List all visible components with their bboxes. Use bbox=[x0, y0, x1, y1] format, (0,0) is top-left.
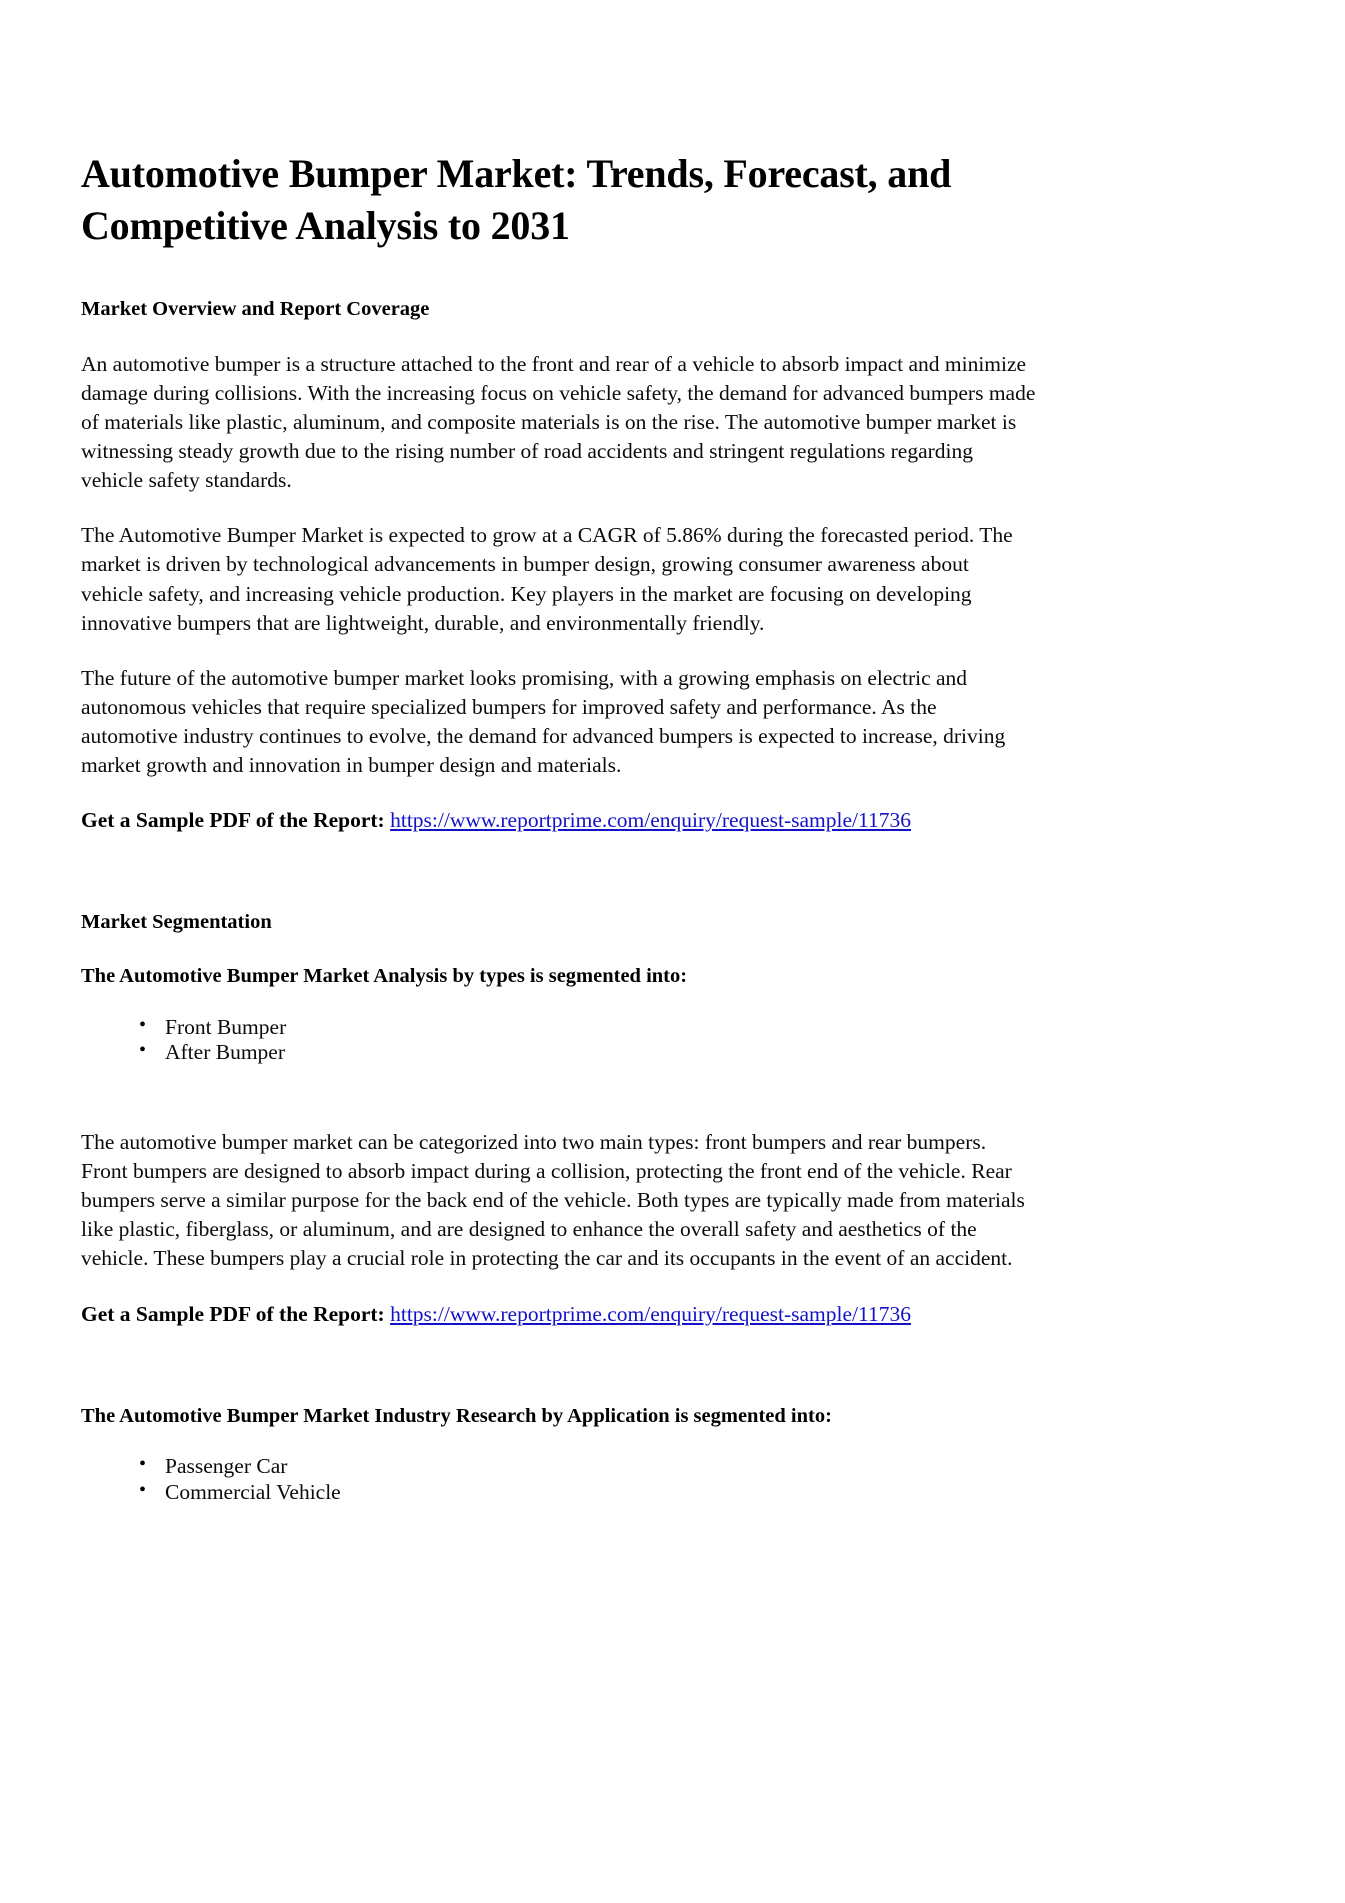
spacer bbox=[81, 835, 1036, 909]
application-list bbox=[81, 1454, 1036, 1505]
page-title: Automotive Bumper Market: Trends, Forecast, and Competitive Analysis to 2031 bbox=[81, 151, 952, 248]
spacer bbox=[81, 1066, 1036, 1128]
paragraph-overview-1: An automotive bumper is a structure attached to the front and rear of a vehicle to absorb impact and minimize damage during collisions. With the increasing focus on vehicle safety, the demand for advanced bumpers made of materials like plastic, aluminum, and composite materials is on the rise. The automotive bumper market is witnessing steady growth due to the rising number of road accidents and stringent regulations regarding vehicle safety standards. bbox=[81, 351, 1036, 493]
types-list bbox=[81, 1015, 1036, 1066]
subsection-heading-application: The Automotive Bumper Market Industry Research by Application is segmented into: bbox=[81, 1404, 832, 1427]
list-item: • Front Bumper bbox=[139, 1015, 1036, 1041]
list-item: • Passenger Car bbox=[139, 1454, 1036, 1480]
paragraph-overview-2: The Automotive Bumper Market is expected to grow at a CAGR of 5.86% during the forecasted period. The market is driven by technological advancements in bumper design, growing consumer awareness about vehicle safety, and increasing vehicle production. Key players in the market are focusing on developing innovative bumpers that are lightweight, durable, and environmentally friendly. bbox=[81, 523, 1013, 635]
section-heading-market-overview: Market Overview and Report Coverage bbox=[81, 298, 430, 320]
list-item: • Commercial Vehicle bbox=[139, 1480, 1036, 1506]
paragraph-types-description: The automotive bumper market can be categorized into two main types: front bumpers and rear bumpers. Front bumpers are designed to absorb impact during a collision, protecting the front end of the vehicle. Rear bumpers serve a similar purpose for the back end of the vehicle. Both types are typically made from materials like plastic, fiberglass, or aluminum, and are designed to enhance the overall safety and aesthetics of the vehicle. These bumpers play a crucial role in protecting the car and its occupants in the event of an accident. bbox=[81, 1129, 1025, 1271]
spacer bbox=[81, 1329, 1036, 1403]
subsection-heading-types: The Automotive Bumper Market Analysis by types is segmented into: bbox=[81, 965, 688, 988]
document-content bbox=[81, 148, 1036, 1506]
sample-pdf-cta-top bbox=[81, 806, 1036, 835]
sample-pdf-link[interactable]: https://www.reportprime.com/enquiry/request-sample/11736 bbox=[390, 808, 911, 833]
list-item: • After Bumper bbox=[139, 1040, 1036, 1066]
sample-pdf-label: Get a Sample PDF of the Report: bbox=[81, 808, 385, 833]
section-heading-market-segmentation: Market Segmentation bbox=[81, 911, 272, 934]
sample-pdf-cta-bottom bbox=[81, 1300, 1036, 1329]
sample-pdf-link[interactable]: https://www.reportprime.com/enquiry/request-sample/11736 bbox=[390, 1301, 911, 1326]
sample-pdf-label: Get a Sample PDF of the Report: bbox=[81, 1301, 385, 1326]
paragraph-overview-3: The future of the automotive bumper market looks promising, with a growing emphasis on electric and autonomous vehicles that require specialized bumpers for improved safety and performance. As the automotive industry continues to evolve, the demand for advanced bumpers is expected to increase, driving market growth and innovation in bumper design and materials. bbox=[81, 665, 1006, 778]
